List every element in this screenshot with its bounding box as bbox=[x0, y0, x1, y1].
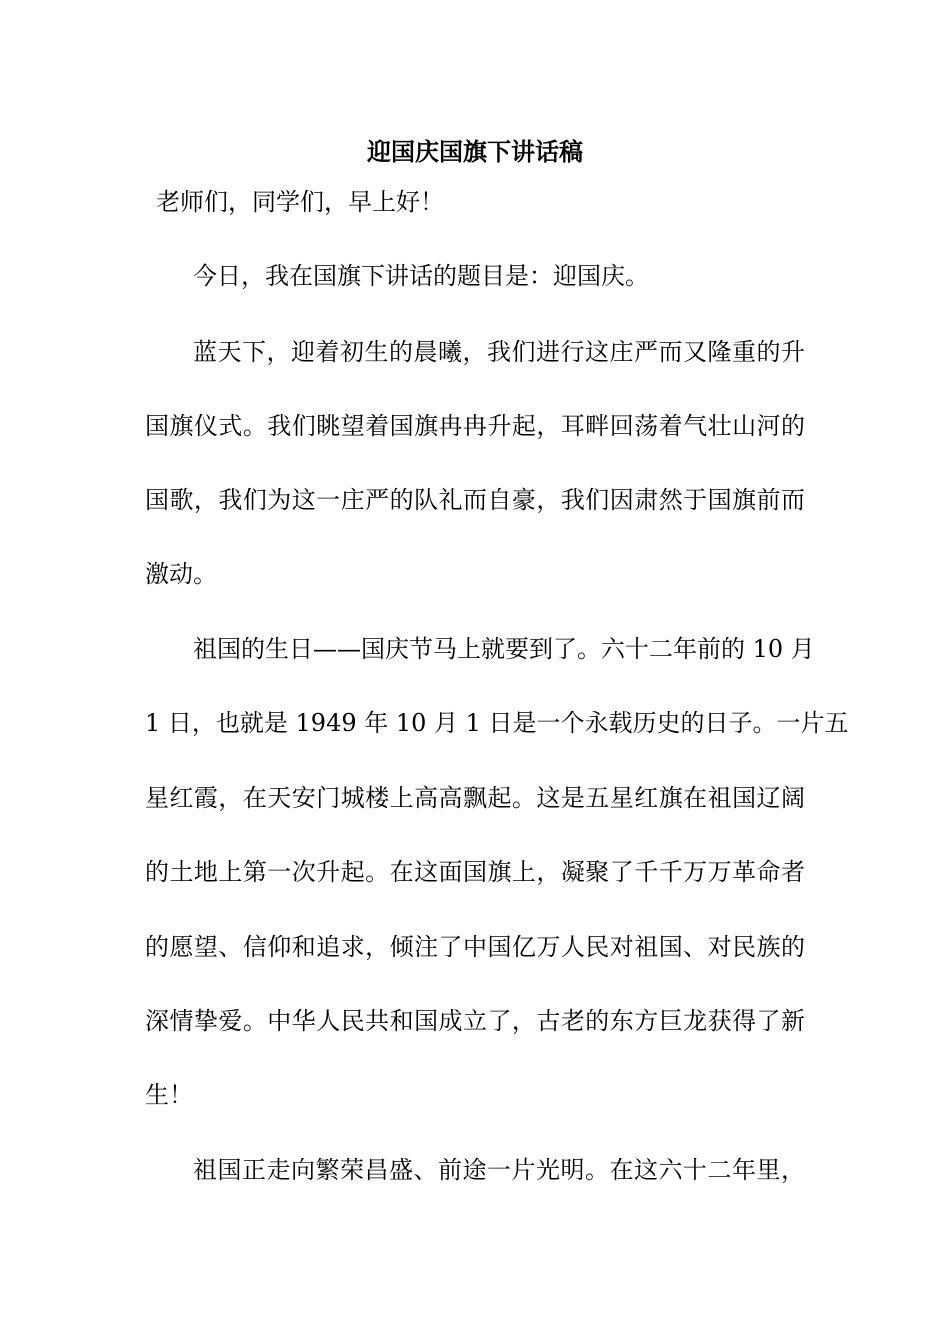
paragraph-line: 生！ bbox=[145, 1081, 193, 1109]
paragraph-line: 的愿望、信仰和追求，倾注了中国亿万人民对祖国、对民族的 bbox=[145, 933, 805, 961]
paragraph-line: 激动。 bbox=[145, 560, 217, 588]
greeting-line: 老师们，同学们，早上好！ bbox=[156, 188, 444, 216]
paragraph-line: 1 日，也就是 1949 年 10 月 1 日是一个永载历史的日子。一片五 bbox=[145, 709, 849, 737]
paragraph-line: 祖国的生日——国庆节马上就要到了。六十二年前的 10 月 bbox=[193, 635, 815, 663]
paragraph-line: 蓝天下，迎着初生的晨曦，我们进行这庄严而又隆重的升 bbox=[193, 338, 805, 366]
paragraph-line: 的土地上第一次升起。在这面国旗上，凝聚了千千万万革命者 bbox=[145, 858, 805, 886]
paragraph-line: 今日，我在国旗下讲话的题目是：迎国庆。 bbox=[193, 262, 649, 290]
paragraph-line: 国旗仪式。我们眺望着国旗冉冉升起，耳畔回荡着气壮山河的 bbox=[145, 412, 805, 440]
document-title: 迎国庆国旗下讲话稿 bbox=[367, 137, 583, 166]
paragraph-line: 深情挚爱。中华人民共和国成立了，古老的东方巨龙获得了新 bbox=[145, 1007, 805, 1035]
paragraph-line: 星红霞，在天安门城楼上高高飘起。这是五星红旗在祖国辽阔 bbox=[145, 784, 805, 812]
paragraph-line: 国歌，我们为这一庄严的队礼而自豪，我们因肃然于国旗前而 bbox=[145, 486, 805, 514]
paragraph-line: 祖国正走向繁荣昌盛、前途一片光明。在这六十二年里， bbox=[193, 1156, 805, 1184]
